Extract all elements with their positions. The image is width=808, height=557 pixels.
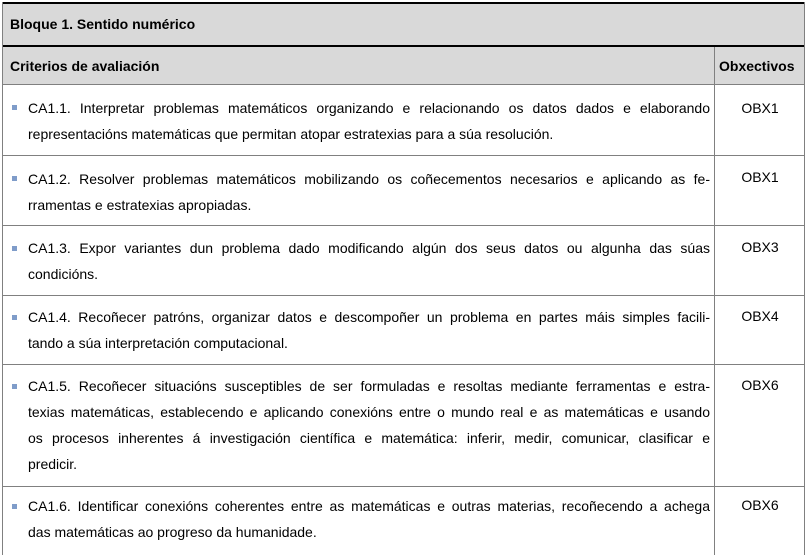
objective-code: OBX6 [741,497,779,513]
square-bullet-icon [12,176,17,181]
criteria-table [2,2,805,555]
objective-code: OBX1 [741,100,779,116]
table-row [3,226,804,296]
criteria-header: Criterios de avaliación [10,58,160,74]
table-row [3,85,804,156]
criterion-text: CA1.2. Resolver problemas matemáticos mobilizando os coñecementos necesarios e aplicando as fe- rramentas e estratexias apropiadas. [28,171,710,213]
table-row [3,296,804,365]
square-bullet-icon [12,246,17,251]
criterion-text: CA1.5. Recoñecer situacións susceptibles de ser formuladas e resoltas mediante ferramentas e estra- texias matemáticas, establecendo e aplicando conexións entre o mundo real e as matemáticas e usando os procesos inherentes á investigación científica e matemática: inferir, medir, comunicar, clasificar e predicir. [28,378,710,472]
objectives-header: Obxectivos [719,58,795,74]
table-row [3,156,804,226]
objective-code: OBX1 [741,169,779,185]
criterion-text: CA1.1. Interpretar problemas matemáticos organizando e relacionando os datos dados e elaborando representacións matemáticas que permitan atopar estratexias para a súa resolución. [28,100,710,142]
square-bullet-icon [12,384,17,389]
table-header [3,47,804,85]
objective-code: OBX6 [741,377,779,393]
table-row [3,365,804,487]
objective-code: OBX3 [741,239,779,255]
criterion-text: CA1.4. Recoñecer patróns, organizar datos e descompoñer un problema en partes máis simples facili- tando a súa interpretación computacional. [28,309,710,351]
square-bullet-icon [12,315,17,320]
objective-code: OBX4 [741,308,779,324]
column-divider [714,47,715,555]
square-bullet-icon [12,504,17,509]
criterion-text: CA1.6. Identificar conexións coherentes entre as matemáticas e outras materias, recoñecendo a achega das matemáticas ao progreso da humanidade. [28,498,710,540]
block-title: Bloque 1. Sentido numérico [10,16,196,32]
table-row [3,487,804,555]
criterion-text: CA1.3. Expor variantes dun problema dado modificando algún dos seus datos ou algunha das súas condicións. [28,240,710,282]
square-bullet-icon [12,105,17,110]
block-title-bar [3,2,804,47]
